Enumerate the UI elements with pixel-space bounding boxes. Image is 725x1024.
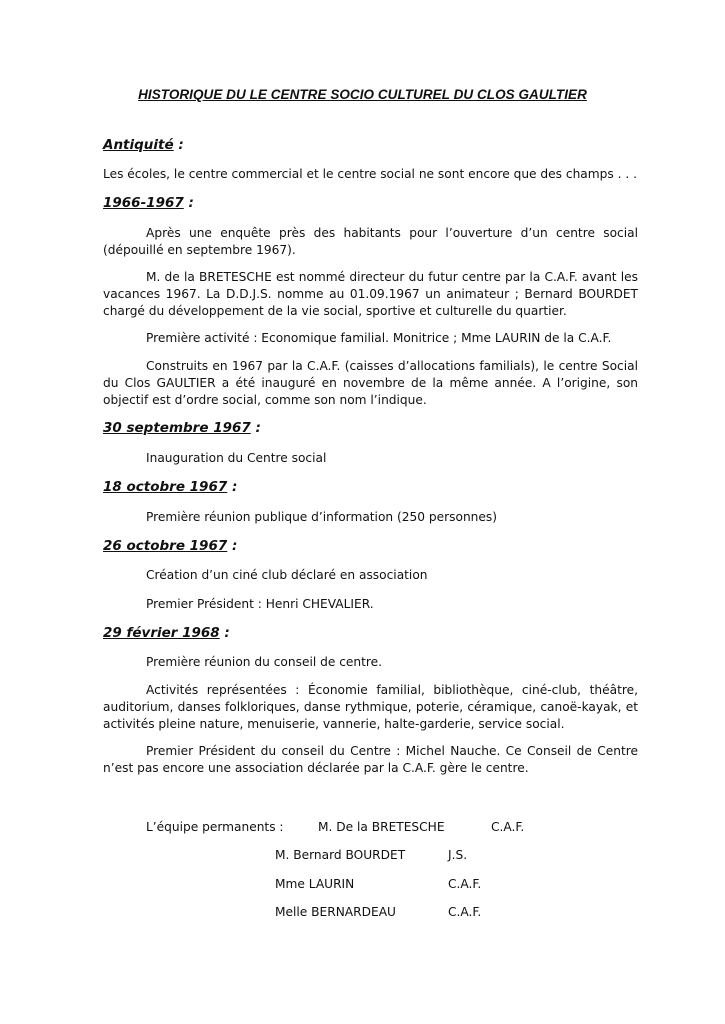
paragraph: M. de la BRETESCHE est nommé directeur du futur centre par la C.A.F. avant les vacances 1967. La D.D.J.S. nomme au 01.09.1967 un animateur ; Bernard BOURDET chargé du développement de la vie social, sportive et culturelle du quartier. [103,270,638,318]
paragraph: Première activité : Economique familial. Monitrice ; Mme LAURIN de la C.A.F. [146,331,612,345]
section-heading-text: 26 octobre 1967 [103,538,228,554]
document-title: HISTORIQUE DU LE CENTRE SOCIO CULTUREL DU CLOS GAULTIER [138,87,587,102]
paragraph: Première réunion du conseil de centre. [146,655,383,669]
paragraph: Activités représentées : Économie familial, bibliothèque, ciné-club, théâtre, auditorium, danses folkloriques, danse rythmique, poterie, céramique, canoë-kayak, et activités pleine nature, menuiserie, vannerie, halte-garderie, service social. [103,683,638,731]
section-heading-text: Antiquité [103,137,174,153]
team-member-name: Melle BERNARDEAU [275,905,396,919]
paragraph: Construits en 1967 par la C.A.F. (caisses d’allocations familials), le centre Social du Clos GAULTIER a été inauguré en novembre de la même année. A l’origine, son objectif est d’ordre social, comme son nom l’indique. [103,359,638,407]
section-heading-text: 30 septembre 1967 [103,420,251,436]
section-heading-30-septembre-1967: 30 septembre 1967 : [103,420,261,436]
paragraph: Après une enquête près des habitants pour l’ouverture d’un centre social (dépouillé en septembre 1967). [103,226,638,257]
paragraph: Création d’un ciné club déclaré en association [146,568,428,582]
team-member-org: C.A.F. [491,820,525,834]
section-heading-1966-1967: 1966-1967 : [103,195,194,211]
paragraph: Les écoles, le centre commercial et le centre social ne sont encore que des champs . . . [103,167,637,181]
team-label: L’équipe permanents : [146,820,284,834]
paragraph: Premier Président : Henri CHEVALIER. [146,597,374,611]
section-heading-text: 18 octobre 1967 [103,479,228,495]
section-heading-18-octobre-1967: 18 octobre 1967 : [103,479,238,495]
paragraph: Première réunion publique d’information (250 personnes) [146,510,497,524]
team-member-org: C.A.F. [448,877,482,891]
section-heading-antiquite: Antiquité : [103,137,184,153]
team-member-name: M. Bernard BOURDET [275,848,406,862]
paragraph: Premier Président du conseil du Centre : Michel Nauche. Ce Conseil de Centre n’est pas encore une association déclarée par la C.A.F. gère le centre. [103,744,638,775]
paragraph: Inauguration du Centre social [146,451,327,465]
team-member-name: M. De la BRETESCHE [318,820,445,834]
section-heading-29-fevrier-1968: 29 février 1968 : [103,625,230,641]
team-member-org: C.A.F. [448,905,482,919]
section-heading-text: 1966-1967 [103,195,184,211]
section-heading-26-octobre-1967: 26 octobre 1967 : [103,538,238,554]
team-member-org: J.S. [448,848,468,862]
team-member-name: Mme LAURIN [275,877,355,891]
section-heading-text: 29 février 1968 [103,625,220,641]
